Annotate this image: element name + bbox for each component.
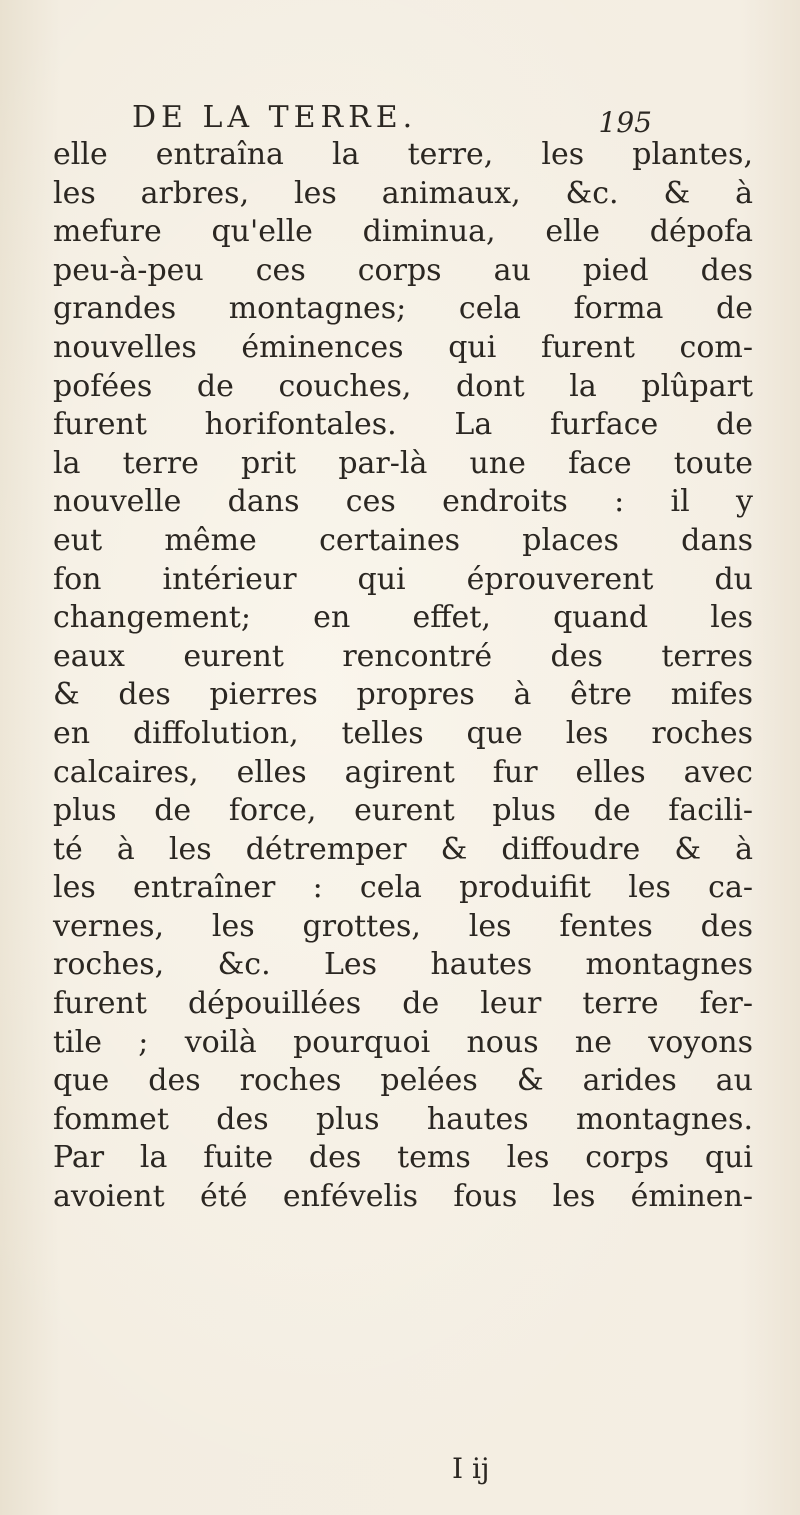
text-line: changement; en effet, quand les [53, 600, 753, 636]
text-line: furent dépouillées de leur terre fer- [53, 986, 753, 1022]
text-line: roches, &c. Les hautes montagnes [53, 947, 753, 983]
text-line: avoient été enfévelis fous les éminen- [53, 1179, 753, 1215]
text-line: nouvelles éminences qui furent com- [53, 329, 753, 365]
text-line: furent horifontales. La furface de [53, 407, 753, 443]
text-line: pofées de couches, dont la plûpart [53, 368, 753, 404]
text-line: en diffolution, telles que les roches [53, 715, 753, 751]
body-text [53, 136, 753, 1217]
text-line: nouvelle dans ces endroits : il y [53, 484, 753, 520]
text-line: elle entraîna la terre, les plantes, [53, 137, 753, 172]
text-line: fommet des plus hautes montagnes. [53, 1101, 753, 1137]
text-line: Par la fuite des tems les corps qui [53, 1140, 753, 1176]
text-line: la terre prit par-là une face toute [53, 445, 753, 481]
text-line: tile ; voilà pourquoi nous ne voyons [53, 1024, 753, 1060]
text-line: les arbres, les animaux, &c. & à [53, 175, 753, 211]
signature-mark: I ij [452, 1452, 490, 1485]
text-line: plus de force, eurent plus de facili- [53, 793, 753, 829]
text-line: que des roches pelées & arides au [53, 1063, 753, 1099]
text-line: & des pierres propres à être mifes [53, 677, 753, 713]
text-line: les entraîner : cela produifit les ca- [53, 870, 753, 906]
page-number: 195 [598, 106, 652, 139]
text-line: eut même certaines places dans [53, 522, 753, 558]
text-line: vernes, les grottes, les fentes des [53, 908, 753, 944]
text-line: fon intérieur qui éprouverent du [53, 561, 753, 597]
text-line: té à les détremper & diffoudre & à [53, 831, 753, 867]
text-line: eaux eurent rencontré des terres [53, 638, 753, 674]
running-head: DE LA TERRE. [132, 100, 418, 135]
text-line: calcaires, elles agirent fur elles avec [53, 754, 753, 790]
text-line: peu-à-peu ces corps au pied des [53, 252, 753, 288]
text-line: grandes montagnes; cela forma de [53, 291, 753, 327]
text-line: mefure qu'elle diminua, elle dépofa [53, 214, 753, 250]
